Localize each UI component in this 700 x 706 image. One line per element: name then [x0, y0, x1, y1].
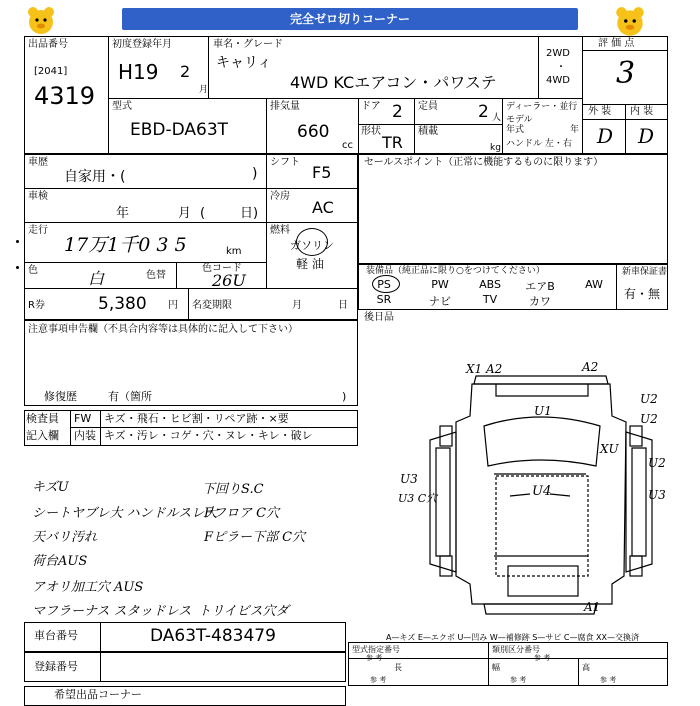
- first-reg-month-unit: 月: [199, 85, 209, 95]
- recycle-label: R券: [28, 300, 45, 311]
- new-warranty-label: 新車保証書: [622, 267, 668, 277]
- load-label: 積載: [418, 126, 438, 137]
- chassis-value: DA63T-483479: [150, 626, 276, 646]
- remark-right-3: Fピラー下部 C穴: [204, 530, 306, 545]
- remark-left-6: マフラーナス スタッドレス: [32, 604, 192, 619]
- dealer-label: ディーラー・並行: [506, 102, 578, 112]
- load-unit: kg: [490, 143, 501, 153]
- spec-ref-1: 参 考: [366, 654, 383, 662]
- damage-legend: A—キズ E—エクボ U—凹み W—補修跡 S—サビ C—腐食 XX—交換済: [386, 633, 640, 642]
- displacement-unit: cc: [342, 140, 353, 151]
- diagram-mark-12: A1: [584, 600, 601, 614]
- history-close: ): [252, 166, 258, 182]
- chassis-label: 車台番号: [34, 629, 78, 642]
- spec-width: 幅: [492, 663, 500, 672]
- diagram-mark-7: U2: [648, 456, 666, 470]
- evaluation-score: 3: [616, 56, 636, 91]
- spec-ref-3: 参 考: [370, 676, 387, 684]
- footer-label: 希望出品コーナー: [54, 688, 142, 701]
- fuel-diesel: 軽 油: [296, 257, 324, 271]
- model-label: 型式: [112, 101, 132, 112]
- equip-abs: ABS: [479, 278, 501, 291]
- equip-navi: ナビ: [429, 295, 451, 308]
- repair-label: 修復歴: [44, 390, 77, 403]
- rear-item-label: 後日品: [364, 312, 394, 323]
- fuel-label: 燃料: [270, 225, 290, 236]
- equip-pw: PW: [431, 278, 449, 291]
- first-reg-month: 2: [180, 62, 191, 81]
- doors-label: ドア: [361, 101, 381, 112]
- diagram-mark-5: U2: [640, 412, 658, 426]
- diagram-mark-4: U1: [534, 404, 552, 418]
- remark-left-2: シートヤブレ大 ハンドルスレ大: [32, 506, 218, 521]
- diagram-mark-11: U3 C穴: [398, 492, 438, 505]
- shape-label: 形状: [361, 126, 381, 137]
- mileage-value: 17万1千0 3 5: [64, 234, 187, 256]
- lot-sub: [2041]: [34, 66, 68, 77]
- diagram-mark-1: X1 A2: [466, 362, 503, 376]
- margin-dot-2: [16, 266, 19, 269]
- diagram-mark-10: U3: [648, 488, 666, 502]
- recycle-unit: 円: [168, 300, 178, 311]
- spec-height: 高: [582, 663, 590, 672]
- car-grade: 4WD KCエアコン・パワステ: [290, 73, 497, 92]
- equip-leather: カワ: [529, 295, 551, 308]
- lot-number: 4319: [34, 82, 96, 110]
- inspector-row2: キズ・汚レ・コゲ・穴・ヌレ・キレ・破レ: [104, 429, 313, 442]
- ac-value: AC: [312, 198, 334, 217]
- evaluation-label: 評 価 点: [598, 38, 635, 49]
- equip-ps-circle-icon: [372, 275, 400, 293]
- inspection-open: (: [200, 206, 206, 221]
- car-label: 車名・グレード: [213, 39, 283, 50]
- remark-right-1: 下回りS.C: [202, 482, 264, 497]
- spec-type-designation: 型式指定番号: [352, 645, 400, 654]
- remark-left-5: アオリ加工穴 AUS: [32, 580, 144, 595]
- equipment-label: 装備品（純正品に限り○をつけてください）: [366, 266, 545, 276]
- inspector-label2: 記入欄: [26, 429, 59, 442]
- exterior-grade: D: [597, 124, 614, 148]
- capacity-value: 2: [478, 102, 489, 122]
- interior-label: 内 装: [630, 106, 654, 117]
- margin-dot-1: [16, 240, 19, 243]
- spec-ref-2: 参 考: [534, 654, 551, 662]
- left-mascot-icon: [24, 4, 58, 38]
- spec-ref-4: 参 考: [510, 676, 527, 684]
- shape-value: TR: [382, 133, 403, 152]
- equip-ps: PS: [377, 278, 391, 291]
- year-unit: 年: [570, 125, 580, 135]
- equip-sr: SR: [376, 293, 392, 306]
- capacity-unit: 人: [492, 113, 502, 123]
- diagram-mark-9: U4: [532, 484, 552, 499]
- first-reg-era-year: H19: [118, 60, 159, 84]
- shift-value: F5: [312, 163, 332, 182]
- spec-ref-5: 参 考: [600, 676, 617, 684]
- inspector-label1: 検査員: [26, 412, 59, 425]
- inspector-row1: キズ・飛石・ヒビ割・リペア跡・×要: [104, 412, 289, 425]
- model-value: EBD-DA63T: [130, 120, 229, 140]
- repair-close: ): [342, 390, 347, 403]
- remark-left-1: キズU: [32, 480, 69, 495]
- displacement-label: 排気量: [270, 101, 300, 112]
- exterior-label: 外 装: [588, 106, 612, 117]
- history-value: 自家用・(: [64, 169, 126, 185]
- model-year-label: モデル: [506, 115, 533, 125]
- displacement-value: 660: [297, 122, 330, 142]
- recycle-value: 5,380: [98, 294, 147, 314]
- name-change-month: 月: [292, 300, 302, 311]
- remark-left-3: 天バリ汚れ: [32, 530, 98, 545]
- inspection-month: 月: [178, 206, 192, 221]
- name-change-label: 名変期限: [192, 300, 232, 311]
- remark-right-4: トリイビス穴ダ: [198, 604, 289, 619]
- car-name: キャリィ: [216, 55, 272, 71]
- drive-4wd: 4WD: [546, 75, 570, 86]
- color-code-label: 色コード: [202, 263, 242, 274]
- color-value: 白: [88, 269, 105, 288]
- new-warranty-value: 有・無: [624, 287, 661, 301]
- diagram-mark-6: XU: [600, 442, 619, 456]
- notes-label: 注意事項申告欄（不具合内容等は具体的に記入して下さい）: [28, 324, 298, 335]
- equip-tv: TV: [482, 293, 498, 306]
- diagram-mark-8: U3: [400, 472, 418, 486]
- sales-point-box: [358, 154, 668, 264]
- inspector-row2-tag: 内装: [74, 429, 96, 442]
- sales-point-label: セールスポイント（正常に機能するものに限ります）: [364, 157, 604, 168]
- repair-value: 有（箇所: [108, 390, 152, 403]
- equip-airbag: エアB: [525, 280, 555, 293]
- spec-length: 長: [394, 663, 402, 672]
- handle-label: ハンドル 左・右: [506, 139, 572, 149]
- color-code-value: 26U: [212, 271, 246, 290]
- capacity-label: 定員: [418, 101, 438, 112]
- doors-value: 2: [392, 102, 403, 122]
- registration-label: 登録番号: [34, 660, 78, 673]
- equip-aw: AW: [585, 278, 603, 291]
- spec-class-number: 類別区分番号: [492, 645, 540, 654]
- fuel-gas: ガソリン: [290, 239, 334, 252]
- corner-banner: 完全ゼロ切りコーナー: [122, 8, 578, 30]
- drive-dot: ・: [556, 62, 566, 73]
- right-mascot-icon: [612, 4, 648, 40]
- remark-left-4: 荷台AUS: [32, 554, 88, 569]
- first-reg-label: 初度登録年月: [112, 39, 172, 50]
- ac-label: 冷房: [270, 191, 290, 202]
- interior-grade: D: [638, 124, 655, 148]
- year-label: 年式: [506, 125, 525, 135]
- inspection-label: 車検: [28, 191, 48, 202]
- color-label: 色: [28, 265, 38, 276]
- inspection-year: 年: [116, 206, 130, 221]
- shift-label: シフト: [270, 157, 300, 168]
- name-change-day: 日: [338, 300, 348, 311]
- diagram-mark-2: A2: [582, 360, 599, 374]
- mileage-unit: km: [226, 246, 242, 257]
- header-block: [24, 36, 668, 154]
- color-change-label: 色替: [146, 270, 166, 281]
- inspector-row1-tag: FW: [74, 412, 92, 425]
- inspection-day: 日): [240, 206, 259, 221]
- remark-right-2: Fフロア C穴: [204, 506, 280, 521]
- diagram-mark-3: U2: [640, 392, 658, 406]
- mileage-label: 走行: [28, 225, 48, 236]
- drive-2wd: 2WD: [546, 48, 570, 59]
- history-label: 車歴: [28, 157, 48, 168]
- lot-label: 出品番号: [28, 39, 68, 50]
- fuel-gas-circle-icon: [296, 228, 328, 256]
